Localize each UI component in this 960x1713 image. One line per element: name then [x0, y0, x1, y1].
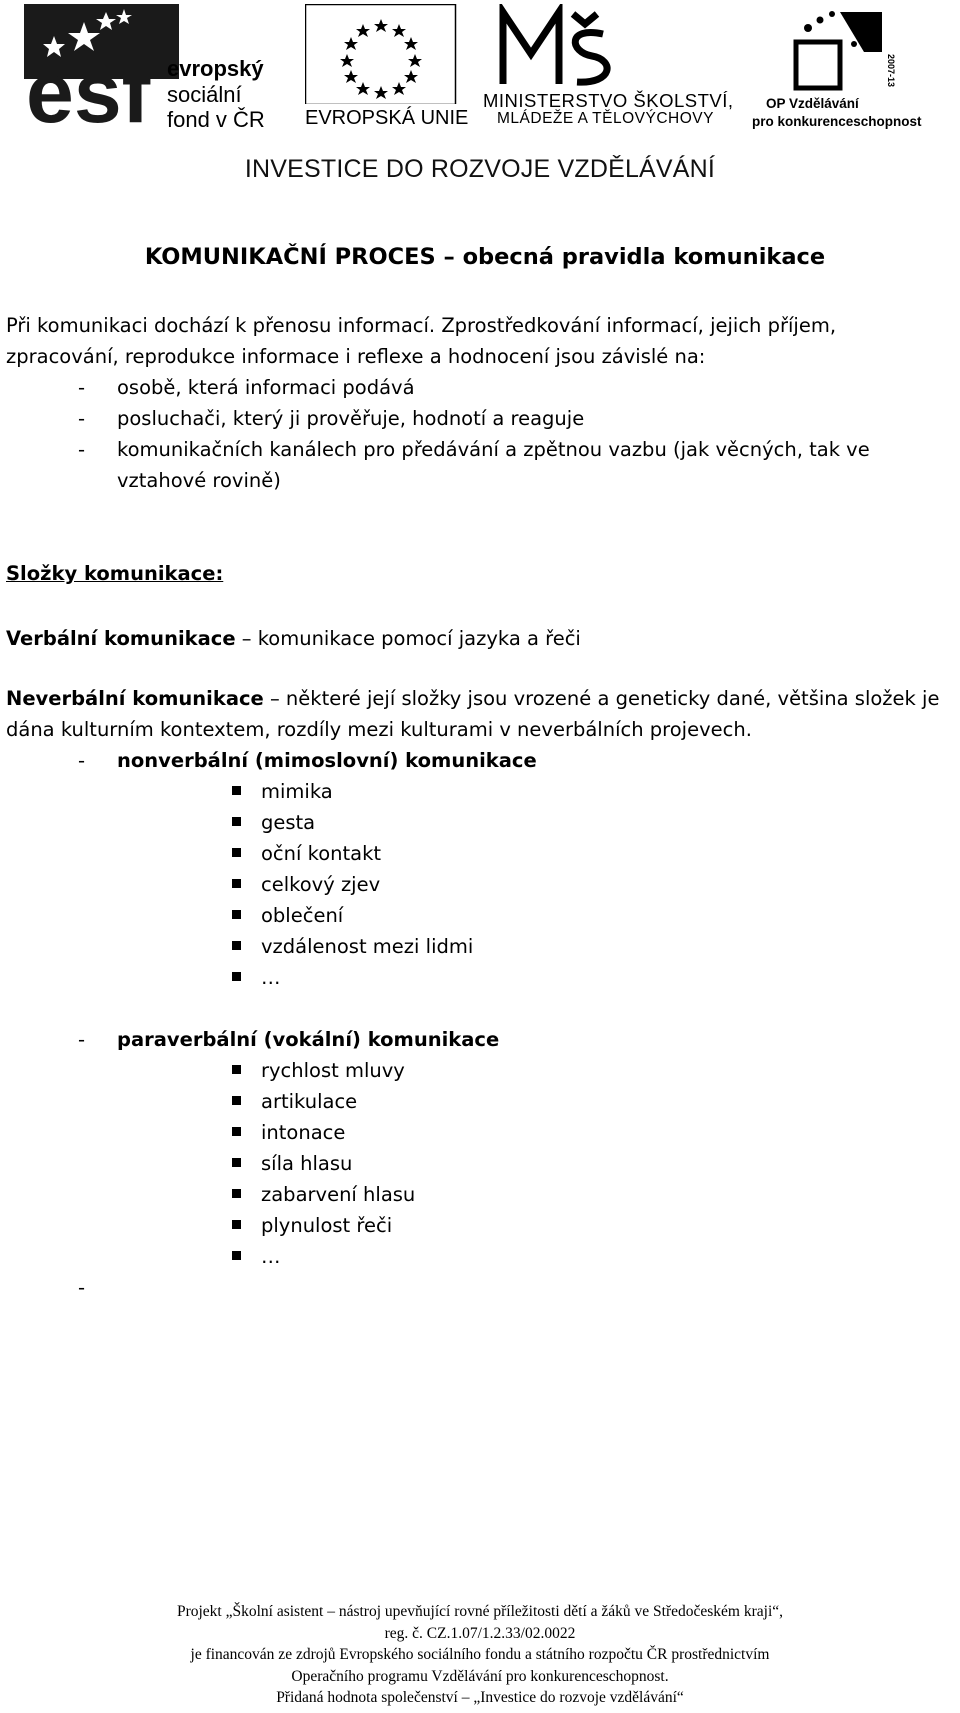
esf-logo-line2: sociální — [167, 82, 242, 107]
msmt-logo — [475, 4, 750, 134]
square-bullet-icon — [232, 910, 241, 919]
list-dash: - — [78, 438, 86, 461]
eu-logo-label: EVROPSKÁ UNIE — [305, 107, 469, 129]
square-bullet-icon — [232, 941, 241, 950]
footer-line4: Operačního programu Vzdělávání pro konkurenceschopnost. — [291, 1667, 669, 1685]
paraverbal-item-text: … — [261, 1245, 281, 1268]
nonverbal-line1 — [6, 683, 960, 714]
square-bullet-icon — [232, 848, 241, 857]
nonverbal-item-text: … — [261, 966, 281, 989]
nonverbal-item — [232, 838, 381, 869]
verbal-term: Verbální komunikace — [6, 627, 236, 650]
paraverbal-item — [232, 1117, 345, 1148]
square-bullet-icon — [232, 1096, 241, 1105]
intro-line1: Při komunikaci dochází k přenosu informací. Zprostředkování informací, jejich příjem, — [6, 314, 837, 337]
eu-flag-icon — [305, 4, 465, 104]
esf-mark-icon — [24, 4, 184, 134]
list-dash: - — [78, 407, 86, 430]
paraverbal-item — [232, 1148, 352, 1179]
paraverbal-item-text: rychlost mluvy — [261, 1059, 405, 1082]
intro-item-1: osobě, která informaci podává — [117, 376, 415, 399]
verbal-definition: – komunikace pomocí jazyka a řeči — [235, 627, 581, 650]
nonverbal-line2: dána kulturním kontextem, rozdíly mezi kulturami v neverbálních projevech. — [6, 718, 752, 741]
intro-line2: zpracování, reprodukce informace i reflexe a hodnocení jsou závislé na: — [6, 345, 706, 368]
verbal-line — [6, 623, 951, 654]
svg-text:esf: esf — [26, 45, 151, 134]
esf-logo-line3: fond v ČR — [167, 107, 265, 132]
nonverbal-item — [232, 869, 380, 900]
msmt-logo-line2: MLÁDEŽE A TĚLOVÝCHOVY — [497, 110, 714, 127]
svg-text:2007-13: 2007-13 — [886, 54, 896, 88]
square-bullet-icon — [232, 1127, 241, 1136]
op-logo-line1: OP Vzdělávání — [766, 96, 859, 111]
nonverbal-definition: – některé její složky jsou vrozené a geneticky dané, většina složek je — [263, 687, 940, 710]
nonverbal-item-text: oční kontakt — [261, 842, 382, 865]
msmt-logo-line1: MINISTERSTVO ŠKOLSTVÍ, — [483, 90, 734, 111]
paraverbal-item — [232, 1210, 392, 1241]
op-logo-line2: pro konkurenceschopnost — [752, 114, 922, 129]
nonverbal-item — [232, 931, 473, 962]
esf-logo — [24, 4, 294, 134]
nonverbal-group-label: nonverbální (mimoslovní) komunikace — [117, 749, 537, 772]
nonverbal-item-text: gesta — [261, 811, 316, 834]
tagline: INVESTICE DO ROZVOJE VZDĚLÁVÁNÍ — [244, 155, 716, 183]
nonverbal-item-text: vzdálenost mezi lidmi — [261, 935, 474, 958]
paraverbal-item — [232, 1179, 415, 1210]
paraverbal-item-text: artikulace — [261, 1090, 358, 1113]
square-bullet-icon — [232, 786, 241, 795]
list-dash: - — [78, 376, 86, 399]
paraverbal-item-text: intonace — [261, 1121, 346, 1144]
op-mark-icon — [792, 4, 902, 94]
footer-line2: reg. č. CZ.1.07/1.2.33/02.0022 — [384, 1624, 576, 1642]
square-bullet-icon — [232, 1158, 241, 1167]
intro-item-2: posluchači, který ji prověřuje, hodnotí a reaguje — [117, 407, 585, 430]
square-bullet-icon — [232, 817, 241, 826]
header-logos — [0, 0, 960, 150]
square-bullet-icon — [232, 1220, 241, 1229]
nonverbal-item-text: mimika — [261, 780, 333, 803]
paraverbal-item — [232, 1086, 357, 1117]
nonverbal-item-text: celkový zjev — [261, 873, 381, 896]
paraverbal-item — [232, 1241, 281, 1272]
eu-logo — [305, 4, 469, 134]
footer-line1: Projekt „Školní asistent – nástroj upevňující rovné příležitosti dětí a žáků ve Středočeském kraji“, — [176, 1603, 784, 1620]
paraverbal-item-text: zabarvení hlasu — [261, 1183, 416, 1206]
square-bullet-icon — [232, 1251, 241, 1260]
footer — [0, 1601, 960, 1709]
square-bullet-icon — [232, 1189, 241, 1198]
intro-item-3: komunikačních kanálech pro předávání a zpětnou vazbu (jak věcných, tak ve vztahové rovině) — [117, 438, 870, 492]
op-logo — [752, 4, 940, 134]
list-dash: - — [78, 749, 86, 772]
paraverbal-item-text: plynulost řeči — [261, 1214, 393, 1237]
list-dash: - — [78, 1028, 86, 1051]
document-title: KOMUNIKAČNÍ PROCES – obecná pravidla komunikace — [144, 244, 826, 270]
msmt-mark-icon — [497, 4, 617, 89]
nonverbal-item — [232, 900, 343, 931]
nonverbal-term: Neverbální komunikace — [6, 687, 264, 710]
paraverbal-group-label: paraverbální (vokální) komunikace — [117, 1028, 500, 1051]
square-bullet-icon — [232, 879, 241, 888]
footer-line5: Přidaná hodnota společenství – „Investice do rozvoje vzdělávání“ — [276, 1689, 684, 1706]
paraverbal-item — [232, 1055, 405, 1086]
esf-logo-line1: evropský — [167, 56, 264, 81]
nonverbal-item — [232, 807, 315, 838]
square-bullet-icon — [232, 1065, 241, 1074]
list-dash-trailing: - — [78, 1276, 86, 1299]
paraverbal-item-text: síla hlasu — [261, 1152, 353, 1175]
nonverbal-item-text: oblečení — [261, 904, 344, 927]
components-heading: Složky komunikace: — [6, 562, 224, 585]
nonverbal-item — [232, 776, 333, 807]
footer-line3: je financován ze zdrojů Evropského sociálního fondu a státního rozpočtu ČR prostřednictvím — [190, 1646, 770, 1663]
nonverbal-item — [232, 962, 281, 993]
square-bullet-icon — [232, 972, 241, 981]
